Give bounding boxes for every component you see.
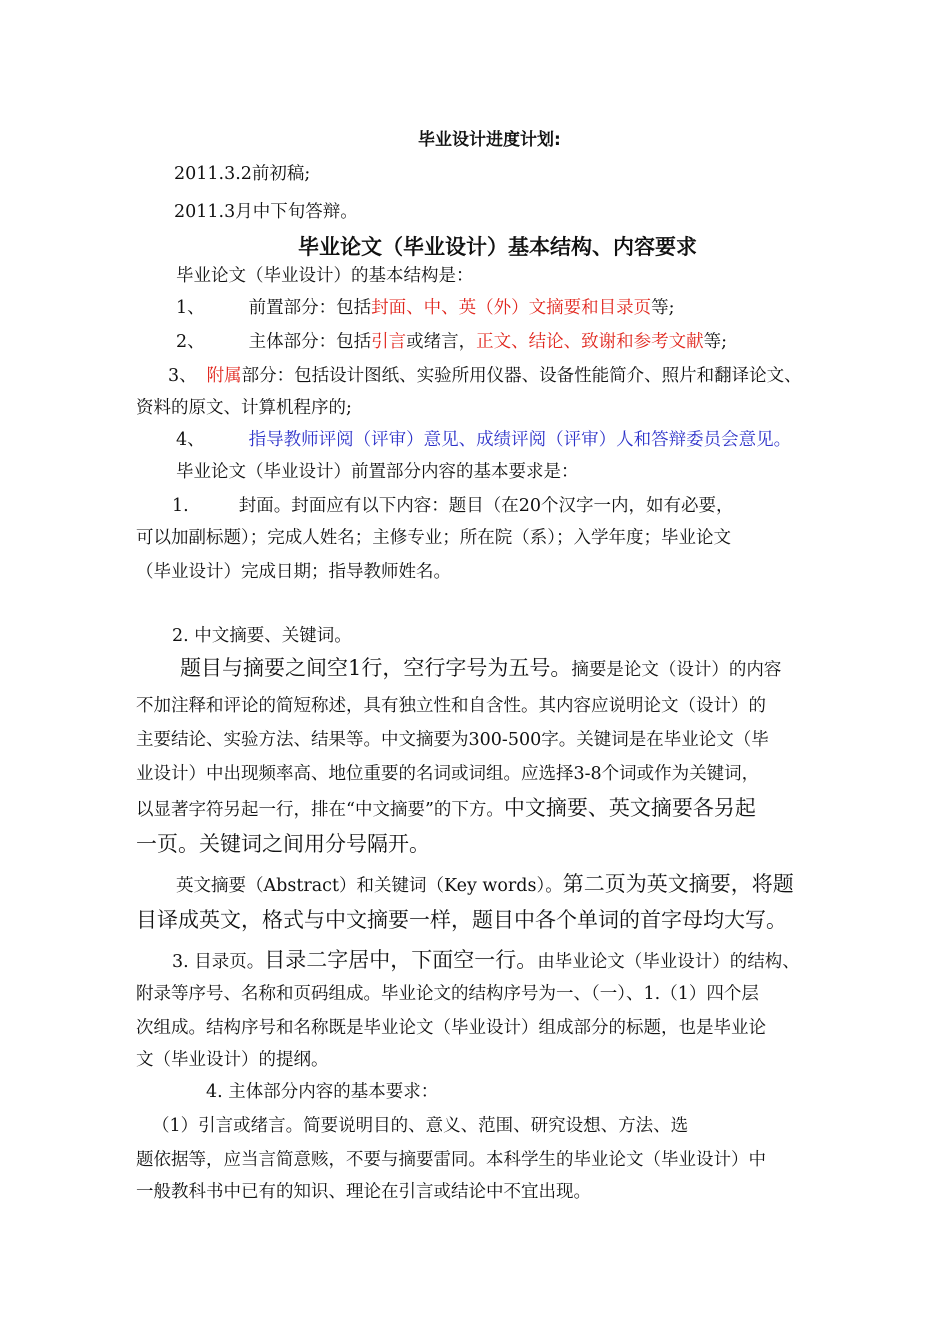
abstract-line-3: 主要结论、实验方法、结果等。中文摘要为300-500字。关键词是在毕业论文（毕 (136, 730, 769, 750)
cover-line-2: 可以加副标题）；完成人姓名；主修专业；所在院（系）；入学年度；毕业论文 (136, 528, 731, 548)
highlight-red: 正文、结论、致谢和参考文献 (476, 332, 704, 352)
abstract-line-4: 业设计）中出现频率高、地位重要的名词或词组。应选择3-8个词或作为关键词， (136, 764, 760, 784)
large-text: 题目与摘要之间空1行，空行字号为五号。 (180, 656, 572, 680)
item-text: 等; (651, 298, 675, 318)
document-heading: 毕业论文（毕业设计）基本结构、内容要求 (298, 235, 697, 259)
abstract-line-2: 不加注释和评论的简短称述，具有独立性和自含性。其内容应说明论文（设计）的 (136, 696, 766, 716)
item-text: 或绪言， (406, 332, 477, 352)
item-text: 前置部分：包括 (248, 298, 372, 318)
highlight-red: 封面、中、英（外）文摘要和目录页 (371, 298, 652, 318)
structure-item-3-cont: 资料的原文、计算机程序的; (136, 398, 352, 418)
item-number: 4、 (176, 430, 205, 450)
main-line-3: 一般教科书中已有的知识、理论在引言或结论中不宜出现。 (136, 1182, 591, 1202)
highlight-red: 附属 (206, 366, 242, 386)
main-heading: 4. 主体部分内容的基本要求： (206, 1082, 439, 1102)
english-abstract-line-2: 目译成英文，格式与中文摘要一样，题目中各个单词的首字母均大写。 (136, 908, 787, 932)
item-text: 等; (703, 332, 728, 352)
large-text: 第二页为英文摘要，将题 (562, 872, 794, 896)
toc-line-3: 次组成。结构序号和名称既是毕业论文（毕业设计）组成部分的标题，也是毕业论 (136, 1018, 766, 1038)
abstract-line-1 (180, 656, 781, 682)
abstract-line-6: 一页。关键词之间用分号隔开。 (136, 832, 430, 856)
item-number: 1、 (176, 298, 205, 318)
item-text: 以显著字符另起一行，排在“中文摘要”的下方。 (136, 800, 504, 820)
schedule-line-1: 2011.3.2前初稿; (174, 164, 311, 184)
structure-intro: 毕业论文（毕业设计）的基本结构是： (176, 266, 474, 286)
item-text: 封面。封面应有以下内容：题目（在20个汉字一内，如有必要， (238, 496, 734, 516)
main-line-1: （1）引言或绪言。简要说明目的、意义、范围、研究设想、方法、选 (152, 1116, 689, 1136)
structure-item-2 (176, 330, 727, 354)
cover-line-3: （毕业设计）完成日期；指导教师姓名。 (136, 562, 451, 582)
highlight-blue: 指导教师评阅（评审）意见、成绩评阅（评审）人和答辩委员会意见。 (248, 430, 792, 450)
schedule-title: 毕业设计进度计划: (418, 130, 561, 150)
structure-item-3 (168, 364, 802, 388)
item-text: 摘要是论文（设计）的内容 (571, 660, 782, 680)
toc-line-1 (172, 948, 800, 974)
cover-line-1 (172, 494, 733, 518)
large-text: 中文摘要、英文摘要各另起 (503, 796, 756, 820)
schedule-line-2: 2011.3月中下旬答辩。 (174, 202, 358, 222)
structure-item-4 (176, 428, 791, 452)
structure-item-1 (176, 296, 675, 320)
item-number: 2、 (176, 332, 205, 352)
highlight-red: 引言 (371, 332, 407, 352)
item-text: 主体部分：包括 (248, 332, 372, 352)
main-line-2: 题依据等，应当言简意赅，不要与摘要雷同。本科学生的毕业论文（毕业设计）中 (136, 1150, 766, 1170)
front-intro: 毕业论文（毕业设计）前置部分内容的基本要求是： (176, 462, 579, 482)
item-text: 部分：包括设计图纸、实验所用仪器、设备性能简介、照片和翻译论文、 (241, 366, 802, 386)
item-text: 3. 目录页。 (172, 952, 265, 972)
toc-line-2: 附录等序号、名称和页码组成。毕业论文的结构序号为一、（一）、1.（1）四个层 (136, 984, 759, 1004)
item-number: 1. (172, 496, 189, 516)
toc-line-4: 文（毕业设计）的提纲。 (136, 1050, 329, 1070)
english-abstract-line-1 (176, 872, 794, 898)
abstract-line-5 (136, 796, 756, 822)
item-number: 3、 (168, 366, 197, 386)
abstract-heading: 2. 中文摘要、关键词。 (172, 626, 352, 646)
item-text: 由毕业论文（毕业设计）的结构、 (537, 952, 800, 972)
item-text: 英文摘要（Abstract）和关键词（Key words）。 (176, 876, 563, 896)
large-text: 目录二字居中，下面空一行。 (264, 948, 538, 972)
